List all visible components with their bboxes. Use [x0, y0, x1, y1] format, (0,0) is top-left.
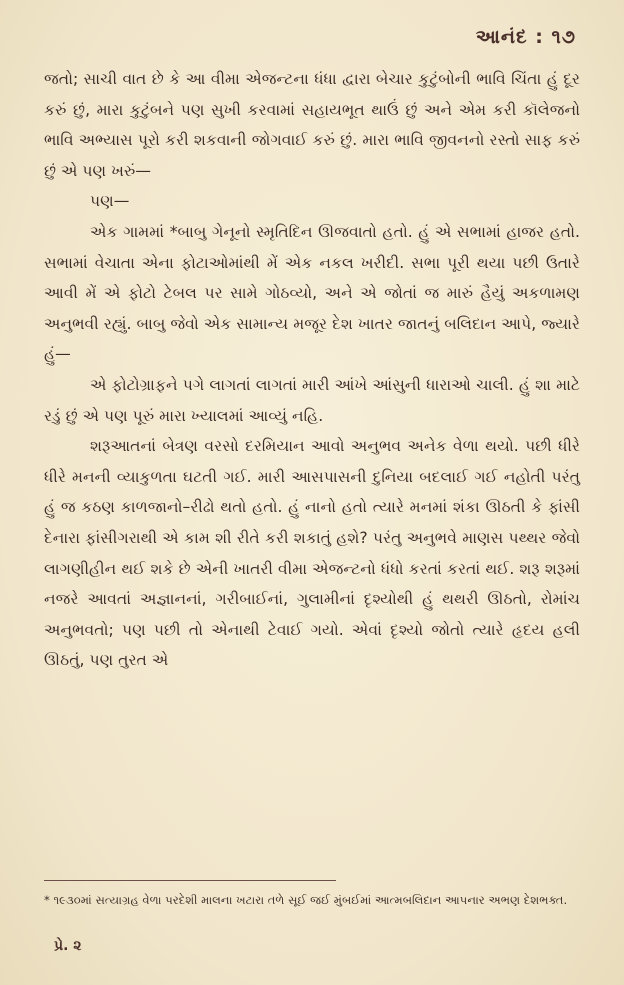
paragraph: એ ફોટોગ્રાફને પગે લાગતાં લાગતાં મારી આંખે આંસુની ધારાઓ ચાલી. હું શા માટે રડું છું એ પણ પૂરું મારા ખ્યાલમાં આવ્યું નહિ.: [44, 375, 580, 425]
paragraph: પણ—: [90, 192, 130, 211]
paragraph: શરૂઆતનાં બેત્રણ વરસો દરમિયાન આવો અનુભવ અનેક વેળા થયો. પછી ધીરે ધીરે મનની વ્યાકુળતા ઘટતી ગઈ. મારી આસપાસની દુનિયા બદલાઈ ગઈ નહોતી પરંતુ હું જ કઠણ કાળજાનો–રીઢો થતો હતો. હું નાનો હતો ત્યારે મનમાં શંકા ઊઠતી કે ફાંસી દેનારા ફાંસીગરાથી એ કામ શી રીતે કરી શકાતું હશે? પરંતુ અનુભવે માણસ પથ્થર જેવો લાગણીહીન થઈ શકે છે એની ખાતરી વીમા એજન્ટનો ધંધો કરતાં કરતાં થઈ. શરૂ શરૂમાં નજરે આવતાં અજ્ઞાનનાં, ગરીબાઈનાં, ગુલામીનાં દૃશ્યોથી હું થથરી ઊઠતો, રોમાંચ અનુભવતો; પણ પછી તો એનાથી ટેવાઈ ગયો. એવાં દૃશ્યો જોતો ત્યારે હૃદય હલી ઊઠતું, પણ તુરત એ: [44, 437, 580, 670]
signature-mark: પ્રે. ૨: [54, 938, 82, 954]
paragraph: જતો; સાચી વાત છે કે આ વીમા એજન્ટના ધંધા દ્વારા બેચાર કુટુંબોની ભાવિ ચિંતા હું દૂર કરું છું, મારા કુટુંબને પણ સુખી કરવામાં સહાયભૂત થાઉં છું અને એમ કરી કૉલેજનો ભાવિ અભ્યાસ પૂરો કરી શકવાની જોગવાઈ કરું છું. મારા ભાવિ જીવનનો રસ્તો સાફ કરું છું એ પણ ખરું—: [44, 70, 580, 180]
paragraph: એક ગામમાં *બાબુ ગેનૂનો સ્મૃતિદિન ઊજવાતો હતો. હું એ સભામાં હાજર હતો. સભામાં વેચાતા એના ફોટાઓમાંથી મેં એક નકલ ખરીદી. સભા પૂરી થયા પછી ઉતારે આવી મેં એ ફોટો ટેબલ પર સામે ગોઠવ્યો, અને એ જોતાં જ મારું હૈયું અકળામણ અનુભવી રહ્યું. બાબુ જેવો એક સામાન્ય મજૂર દેશ ખાતર જાતનું બલિદાન આપે, જ્યારે હું—: [44, 222, 580, 364]
footnote-divider: [44, 880, 336, 881]
footnote: * ૧૯૩૦માં સત્યાગ્રહ વેળા પરદેશી માલના ખટારા તળે સૂઈ જઈ મુંબઈમાં આત્મબલિદાન આપનાર અભણ દેશભક્ત.: [44, 893, 568, 907]
body-text: [44, 64, 580, 676]
running-head: આનંદ : ૧૭: [475, 26, 576, 48]
